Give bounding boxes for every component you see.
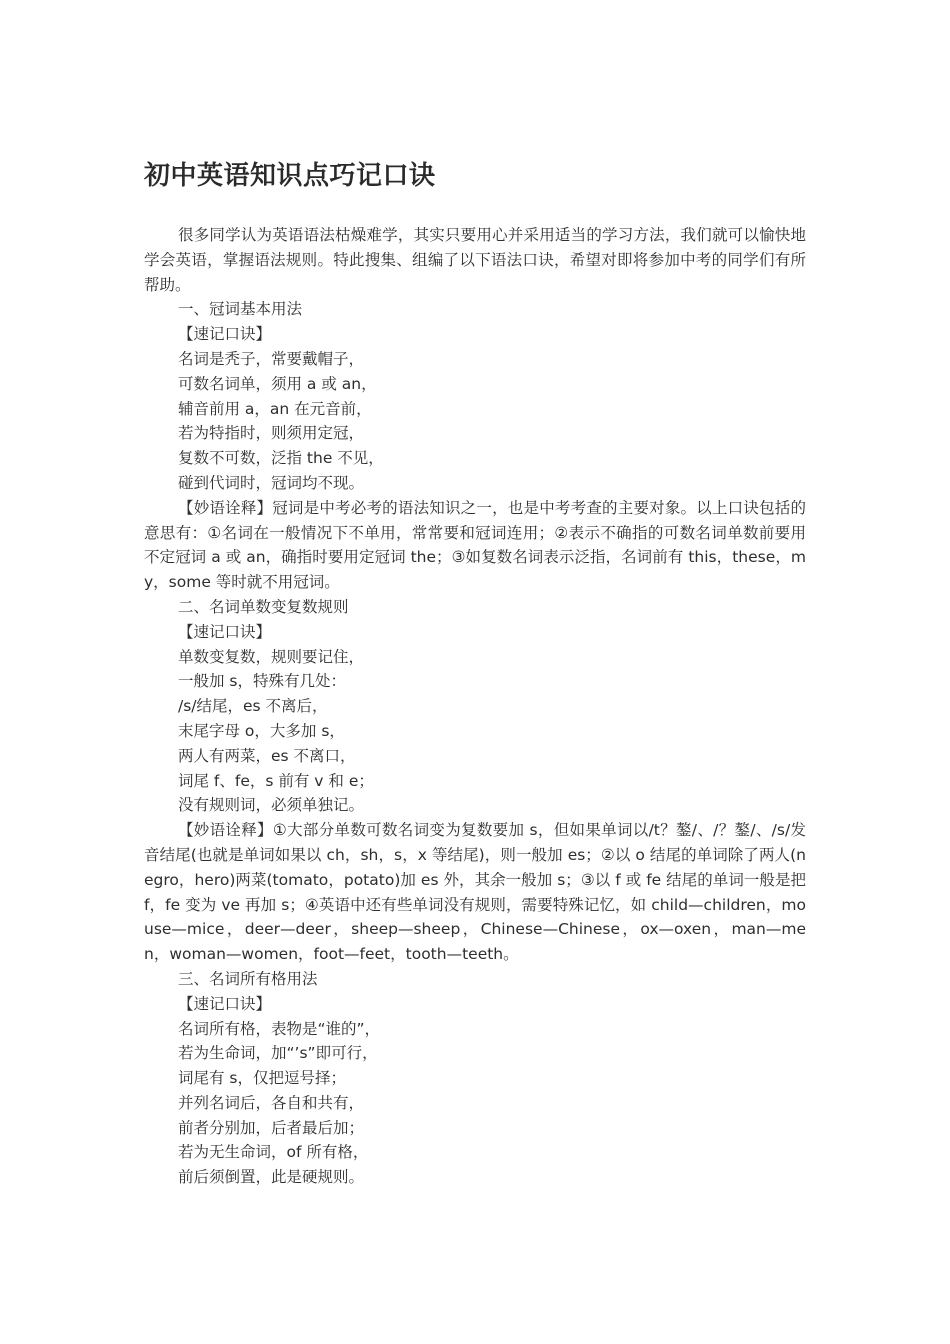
mnemonic-line: 没有规则词，必须单独记。 <box>178 796 365 815</box>
mnemonic-label: 【速记口诀】 <box>178 325 272 344</box>
section-heading: 二、名词单数变复数规则 <box>178 597 349 616</box>
mnemonic-line: 若为特指时，则须用定冠， <box>178 424 365 443</box>
section-heading: 三、名词所有格用法 <box>178 969 318 988</box>
explanation-paragraph: 【妙语诠释】冠词是中考必考的语法知识之一，也是中考考查的主要对象。以上口诀包括的意思有：①名词在一般情况下不单用，常常要和冠词连用；②表示不确指的可数名词单数前要用不定冠词 a 或 an，确指时要用定冠词 the；③如复数名词表示泛指，名词前有 this，these，my，some 等时就不用冠词。 <box>144 498 806 592</box>
explanation-paragraph: 【妙语诠释】①大部分单数可数名词变为复数要加 s，但如果单词以/t？鏊/、/？鏊/、/s/发音结尾(也就是单词如果以 ch，sh，s，x 等结尾)，则一般加 es；②以 o 结尾的单词除了两人(negro，hero)两菜(tomato，potato)加 es 外，其余一般加 s；③以 f 或 fe 结尾的单词一般是把 f，fe 变为 ve 再加 s；④英语中还有些单词没有规则，需要特殊记忆，如 child—children，mouse—mice，deer—deer，sheep—sheep，Chinese—Chinese，ox—oxen，man—men，woman—women，foot—feet，tooth—teeth。 <box>144 821 806 964</box>
document-title: 初中英语知识点巧记口诀 <box>144 161 436 191</box>
intro-paragraph: 很多同学认为英语语法枯燥难学，其实只要用心并采用适当的学习方法，我们就可以愉快地学会英语，掌握语法规则。特此搜集、组编了以下语法口诀，希望对即将参加中考的同学们有所帮助。 <box>144 226 806 294</box>
mnemonic-line: 一般加 s，特殊有几处： <box>178 672 347 691</box>
mnemonic-line: 两人有两菜，es 不离口， <box>178 746 356 765</box>
mnemonic-label: 【速记口诀】 <box>178 994 272 1013</box>
mnemonic-line: 若为生命词，加“’s”即可行， <box>178 1044 378 1063</box>
mnemonic-line: 并列名词后，各自和共有， <box>178 1093 365 1112</box>
mnemonic-line: 名词是秃子，常要戴帽子， <box>178 349 365 368</box>
document-body <box>144 223 806 1190</box>
section-heading: 一、冠词基本用法 <box>178 300 303 319</box>
mnemonic-line: 碰到代词时，冠词均不现。 <box>178 473 365 492</box>
mnemonic-line: 词尾有 s，仅把逗号择； <box>178 1069 347 1088</box>
mnemonic-line: 末尾字母 o，大多加 s， <box>178 721 345 740</box>
mnemonic-line: 可数名词单，须用 a 或 an， <box>178 374 377 393</box>
mnemonic-label: 【速记口诀】 <box>178 622 272 641</box>
mnemonic-line: /s/结尾，es 不离后， <box>178 697 328 716</box>
mnemonic-line: 词尾 f、fe，s 前有 v 和 e； <box>178 771 374 790</box>
mnemonic-line: 前后须倒置，此是硬规则。 <box>178 1168 365 1187</box>
mnemonic-line: 复数不可数，泛指 the 不见， <box>178 449 384 468</box>
mnemonic-line: 若为无生命词，of 所有格， <box>178 1143 369 1162</box>
mnemonic-line: 辅音前用 a，an 在元音前， <box>178 399 372 418</box>
mnemonic-line: 前者分别加，后者最后加； <box>178 1118 365 1137</box>
mnemonic-line: 单数变复数，规则要记住， <box>178 647 365 666</box>
mnemonic-line: 名词所有格，表物是“谁的”， <box>178 1019 381 1038</box>
